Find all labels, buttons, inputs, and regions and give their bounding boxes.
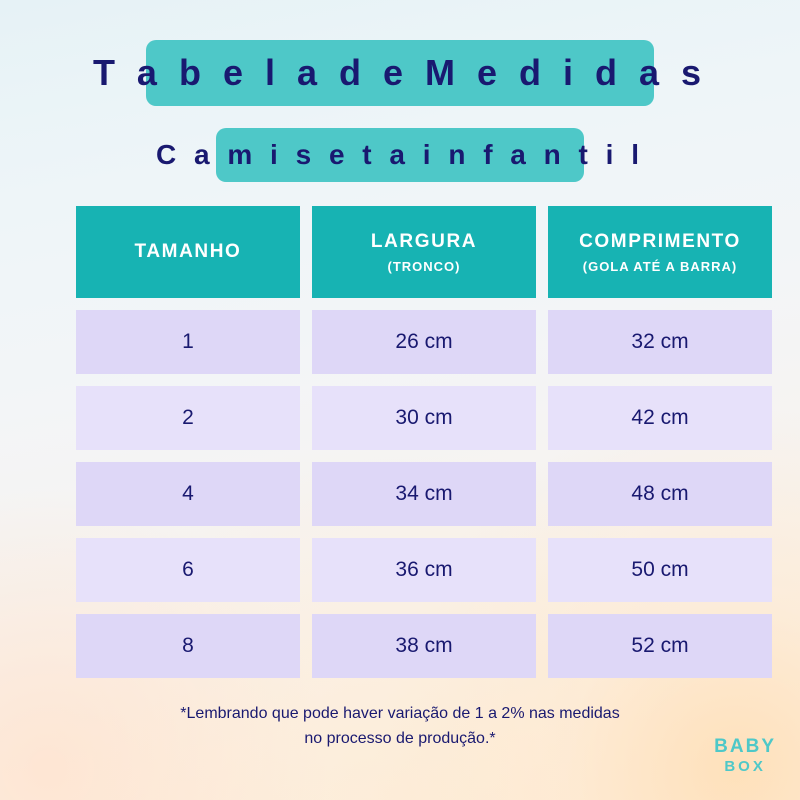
table-row (76, 462, 724, 526)
brand-logo (714, 737, 776, 774)
table-row (76, 614, 724, 678)
column-header-comprimento-sublabel: (GOLA ATÉ A BARRA) (582, 258, 738, 274)
page-subtitle: C a m i s e t a i n f a n t i l (156, 139, 644, 170)
cell-comprimento: 48 cm (548, 462, 772, 526)
cell-comprimento: 50 cm (548, 538, 772, 602)
column-header-comprimento-label: COMPRIMENTO (579, 230, 741, 252)
cell-comprimento: 32 cm (548, 310, 772, 374)
table-row (76, 310, 724, 374)
disclaimer-line-2: no processo de produção.* (304, 729, 496, 747)
cell-largura: 38 cm (312, 614, 536, 678)
column-header-comprimento (548, 206, 772, 298)
cell-largura: 30 cm (312, 386, 536, 450)
cell-comprimento: 42 cm (548, 386, 772, 450)
measurements-table (76, 206, 741, 678)
table-row (76, 386, 724, 450)
brand-logo-line-2: BOX (724, 758, 766, 775)
cell-largura: 34 cm (312, 462, 536, 526)
cell-tamanho: 4 (76, 462, 300, 526)
table-row (76, 538, 724, 602)
disclaimer-note (80, 702, 720, 752)
column-header-largura-sublabel: (TRONCO) (387, 258, 461, 274)
cell-tamanho: 8 (76, 614, 300, 678)
cell-tamanho: 1 (76, 310, 300, 374)
cell-tamanho: 6 (76, 538, 300, 602)
column-header-tamanho (76, 206, 300, 298)
cell-comprimento: 52 cm (548, 614, 772, 678)
column-header-largura-label: LARGURA (370, 230, 478, 252)
cell-largura: 26 cm (312, 310, 536, 374)
disclaimer-line-1: *Lembrando que pode haver variação de 1 a 2% nas medidas (180, 705, 620, 722)
page-title: T a b e l a d e M e d i d a s (92, 52, 708, 93)
cell-largura: 36 cm (312, 538, 536, 602)
column-header-tamanho-label: TAMANHO (134, 241, 242, 262)
brand-logo-line-1: BABY (714, 736, 776, 757)
table-header-row (76, 206, 741, 298)
cell-tamanho: 2 (76, 386, 300, 450)
column-header-largura (312, 206, 536, 298)
